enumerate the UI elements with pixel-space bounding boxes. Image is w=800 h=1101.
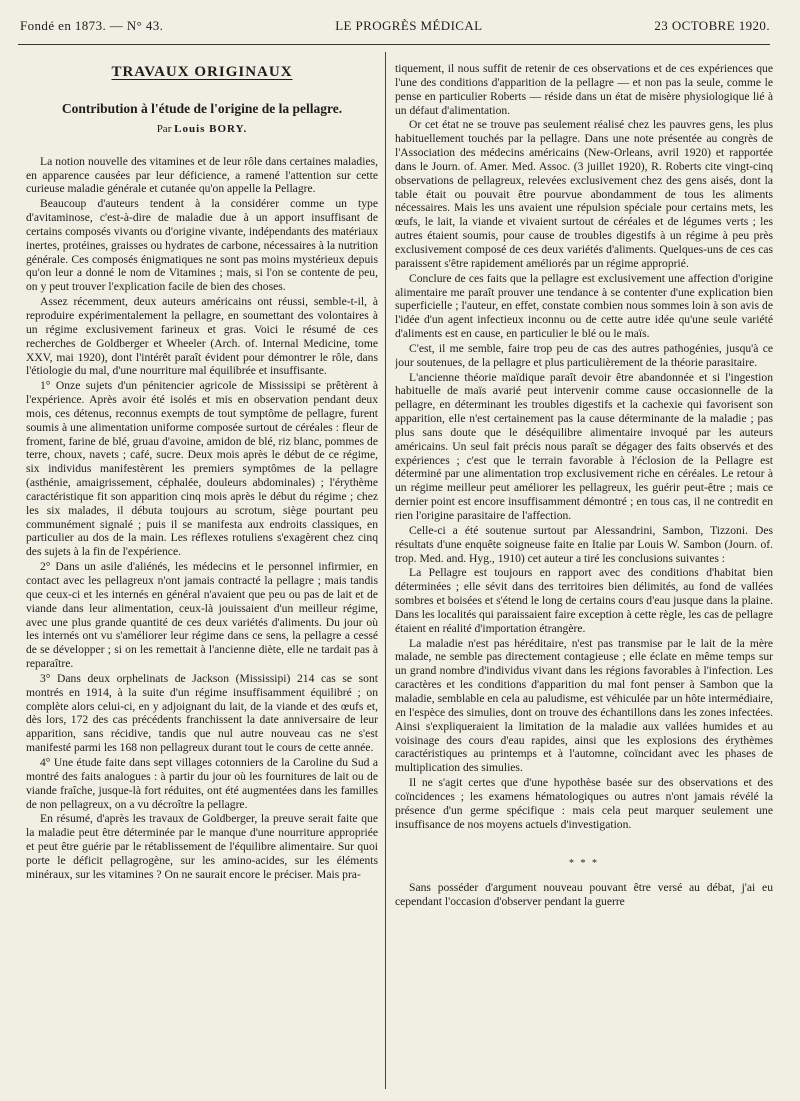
paragraph: Conclure de ces faits que la pellagre est exclusivement une affection d'origine alimentaire me paraît prouver une tendance à se contenter d'une explication bien superficielle ; l'auteur, en effet, constate combien nous sommes loin à son avis de l'idée d'un agent infectieux inconnu ou de cette autre idée qu'une seule variété d'aliments est en cause, en particulier le blé ou le maïs. (395, 271, 773, 341)
section-title: TRAVAUX ORIGINAUX (111, 64, 293, 80)
author-name: Louis BORY. (174, 122, 248, 135)
article-title: Contribution à l'étude de l'origine de la pellagre. (61, 100, 343, 116)
header-date: 23 OCTOBRE 1920. (654, 18, 770, 33)
paragraph: Beaucoup d'auteurs tendent à la considérer comme un type d'avitaminose, c'est-à-dire de maladie due à un apport insuffisant de certains composés vivants ou d'origine vivante, indépendants des matériaux inertes, protéines, graisses ou hydrates de carbone, nécessaires à la nutrition générale. Ces composés énigmatiques ne sont pas moins mystérieux depuis qu'on leur a donné le nom de Vitamines ; mais, si l'on se contente de peu, on y peut trouver l'explication facile de bien des choses. (26, 197, 378, 294)
left-column (26, 58, 378, 1093)
paragraph: La maladie n'est pas héréditaire, n'est pas transmise par le lait de la mère malade, ne semble pas directement contagieuse ; elle éclate en même temps sur un grand nombre d'individus vivant dans les régions favorables à l'infection. Les caractères et les conditions d'apparition du mal font penser à Sambon que la maladie, semblable en cela au paludisme, est véhiculée par un hôte intermédiaire, en l'espèce des simulies, dont on trouve des échantillons dans les zones infectées. Ainsi s'expliqueraient la limitation de la maladie aux vallées humides et au voisinage des cours d'eau rapides, ainsi que les explosions des érythèmes caractéristiques au printemps et à l'automne, coïncidant avec les phases de multiplication des simulies. (395, 636, 773, 775)
paragraph: L'ancienne théorie maïdique paraît devoir être abandonnée et si l'ingestion habituelle de maïs avarié peut intervenir comme cause occasionnelle de la pellagre, en déterminant les troubles digestifs et la cachexie qui favorisent son apparition, elle n'est certainement pas la cause déterminante de la maladie ; pas plus sans doute que le déséquilibre alimentaire invoqué par les auteurs américains. Un seul fait précis nous paraît se dégager des faits observés et des expériences ; c'est que le terrain favorable à l'éclosion de la Pellagre est déterminé par une alimentation trop exclusivement riche en céréales. Le retour à un régime meilleur peut améliorer les pellagreux, les guérir peut-être ; mais ce dernier point est encore insuffisamment démontré ; en tous cas, il ne contredit en rien l'origine parasitaire de l'affection. (395, 370, 773, 522)
byline-prefix: Par (156, 122, 172, 135)
paragraph: 1° Onze sujets d'un pénitencier agricole de Mississipi se prêtèrent à l'expérience. Après avoir été isolés et mis en observation pendant deux mois, ces détenus, reconnus exempts de tout symptôme de pellagre, furent soumis à une alimentation uniforme composée surtout de céréales : fleur de froment, farine de blé, gruau d'avoine, amidon de blé, riz blanc, pommes de terre, choux, navets ; café, sucre. Deux mois après le début de ce régime, six individus manifestèrent les premiers symptômes de la pellagre (asthénie, amaigrissement, céphalée, douleurs abdominales) ; l'érythème caractéristique fit son apparition cinq mois après le début du régime ; chez les six malades, il débuta toujours au scrotum, siège pourtant peu communément signalé ; puis il se manifesta aux endroits classiques, en particulier au dos de la main. Les réflexes rotuliens s'exagèrent chez cinq des sujets à la fin de l'expérience. (26, 379, 378, 559)
header-journal-title: LE PROGRÈS MÉDICAL (335, 18, 483, 33)
paragraph: 3° Dans deux orphelinats de Jackson (Mississipi) 214 cas se sont montrés en 1914, à la suite d'un régime insuffisamment équilibré ; on complète alors celui-ci, en y adjoignant du lait, de la viande et des œufs et, dès lors, 172 des cas précédents franchissent la date anniversaire de leur apparition, sans récidive, tandis que nul autre nouveau cas ne s'est manifesté parmi les 168 non pellagreux durant tout le cours de cette année. (26, 671, 378, 755)
paragraph: tiquement, il nous suffit de retenir de ces observations et de ces expériences que l'une des conditions d'apparition de la pellagre — et non pas la seule, comme le pense en particulier Roberts — réside dans un état de misère physiologique lié à un défaut d'alimentation. (395, 62, 773, 117)
paragraph: La Pellagre est toujours en rapport avec des conditions d'habitat bien déterminées ; elle sévit dans des territoires bien délimités, au fond de vallées sombres et boisées et s'étend le long de certains cours d'eau jusque dans la plaine. Dans les localités qui paraissaient faire exception à cette règle, les cas de pellagre étaient en réalité d'importation étrangère. (395, 566, 773, 635)
paragraph: Celle-ci a été soutenue surtout par Alessandrini, Sambon, Tizzoni. Des résultats d'une enquête soigneuse faite en Italie par Louis W. Sambon (Journ. of. trop. Med. and. Hyg., 1910) cet auteur a tiré les conclusions suivantes : (395, 523, 773, 565)
right-column (395, 62, 773, 1097)
paragraph: 4° Une étude faite dans sept villages cotonniers de la Caroline du Sud a montré des faits analogues : à partir du jour où les fournitures de lait ou de viande fraîche, jusque-là fort réduites, ont été augmentées dans les familles de non pellagreux, on a vu décroître la pellagre. (26, 755, 378, 811)
column-divider (385, 52, 386, 1089)
paragraph: 2° Dans un asile d'aliénés, les médecins et le personnel infirmier, en contact avec les pellagreux n'ont jamais contracté la pellagre ; mais tandis que ceux-ci et les internés en général n'avaient que peu ou pas de lait et de viande dans leur alimentation, ceux-là jouissaient d'un meilleur régime, avec une plus grande quantité de ces deux variétés d'aliments. Du jour où les internés ont vu s'améliorer leur régime dans ce sens, la pellagre a cessé de se développer ; si on les remettait à l'ancienne diète, elle ne tardait pas à reparaître. (26, 560, 378, 671)
paragraph: Sans posséder d'argument nouveau pouvant être versé au débat, j'ai eu cependant l'occasion d'observer pendant la guerre (395, 881, 773, 909)
paragraph: Il ne s'agit certes que d'une hypothèse basée sur des observations et des coïncidences ; les examens hématologiques ou autres n'ont jamais révélé la présence d'un germe spécifique : mais cela peut marquer seulement une insuffisance de nos moyens actuels d'investigation. (395, 776, 773, 831)
section-separator: * * * (569, 858, 599, 870)
header-rule (18, 44, 770, 45)
header-founded: Fondé en 1873. — N° 43. (20, 18, 164, 33)
paragraph: Or cet état ne se trouve pas seulement réalisé chez les pauvres gens, les plus habituellement touchés par la pellagre. Dans une note présentée au congrès de l'Association des médecins américains (New-Orleans, avril 1920) et rapportée dans le Journ. of. Amer. Med. Assoc. (3 juillet 1920), R. Roberts cite vingt-cinq observations de pellagreux, relevées exclusivement chez des gens aisés, dont la table était ou pouvait être pourvue abondamment de tous les aliments nécessaires. Mais les uns avaient une répulsion spéciale pour certains mets, les œufs, le lait, la viande et vivaient surtout de céréales et de légumes verts ; les autres étaient soumis, pour cause de troubles digestifs à un régime à peu près exclusivement composé de ces deux variétés d'aliments. Quelques-uns de ces cas paraissent s'être rapidement améliorés par un régime approprié. (395, 118, 773, 270)
paragraph: C'est, il me semble, faire trop peu de cas des autres pathogénies, jusqu'à ce jour soutenues, de la pellagre et plus particulièrement de la théorie parasitaire. (395, 341, 773, 369)
byline (26, 123, 378, 137)
paragraph: La notion nouvelle des vitamines et de leur rôle dans certaines maladies, en apparence causées par leur déficience, a ramené l'attention sur cette curieuse maladie générale et cutanée qu'on appelle la Pellagre. (26, 154, 378, 196)
paragraph: En résumé, d'après les travaux de Goldberger, la preuve serait faite que la maladie peut être déterminée par le manque d'une nourriture appropriée et peut être guérie par le rétablissement de l'équilibre alimentaire. Sur quoi porte le déficit pellagrogène, sur les amino-acides, sur les éléments minéraux, sur les vitamines ? On ne saurait encore le préciser. Mais pra- (26, 812, 378, 881)
paragraph: Assez récemment, deux auteurs américains ont réussi, semble-t-il, à reproduire expérimentalement la pellagre, en soumettant des volontaires à un régime exclusivement farineux et gras. Voici le résumé de ces recherches de Goldberger et Wheeler (Arch. of. Internal Medicine, tome XXV, mai 1920), dont l'intérêt paraît évident pour démontrer le rôle, dans l'étiologie du mal, d'une nourriture mal équilibrée et insuffisante. (26, 295, 378, 378)
running-head (20, 18, 770, 40)
